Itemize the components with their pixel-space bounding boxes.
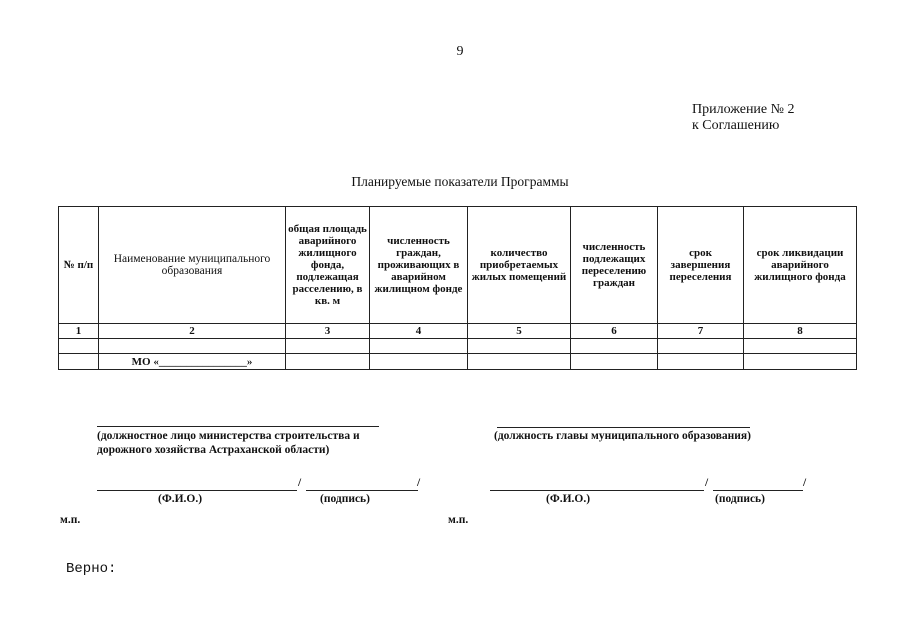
verno-label: Верно: [66,561,117,577]
column-number: 6 [571,324,658,339]
right-sign-caption: (подпись) [715,493,765,505]
table-cell [286,354,370,370]
left-position-line [97,426,379,427]
column-number: 7 [658,324,744,339]
column-number: 4 [370,324,468,339]
table-cell [59,339,99,354]
column-number: 5 [468,324,571,339]
column-number: 8 [744,324,857,339]
table-cell [658,354,744,370]
left-stamp: м.п. [60,514,81,526]
header-cell: численность подлежащих переселению граждан [571,207,658,324]
slash: / [705,477,709,489]
table-cell [468,339,571,354]
table-cell [744,354,857,370]
table-cell [59,354,99,370]
indicators-table [58,206,857,370]
table-cell [370,339,468,354]
table-cell [99,339,286,354]
left-position-caption: (должностное лицо министерства строительства и дорожного хозяйства Астраханской области) [97,430,360,456]
left-fio-line [97,490,297,491]
table-cell [744,339,857,354]
left-sign-caption: (подпись) [320,493,370,505]
header-cell: срок ликвидации аварийного жилищного фонда [744,207,857,324]
right-fio-line [490,490,704,491]
left-fio-caption: (Ф.И.О.) [158,493,203,505]
column-numbers-row [59,324,857,339]
right-position-caption: (должность главы муниципального образования) [494,430,751,442]
right-fio-caption: (Ф.И.О.) [546,493,591,505]
appendix-heading [692,102,795,134]
header-cell: численность граждан, проживающих в аварийном жилищном фонде [370,207,468,324]
right-stamp: м.п. [448,514,469,526]
slash: / [803,477,807,489]
column-number: 2 [99,324,286,339]
table-cell [468,354,571,370]
mo-name-cell: МО «________________» [99,354,286,370]
table-cell [286,339,370,354]
page-number: 9 [456,44,464,59]
header-cell: Наименование муниципального образования [99,207,286,324]
table-cell [658,339,744,354]
header-cell: срок завершения переселения [658,207,744,324]
column-number: 1 [59,324,99,339]
left-sign-line [306,490,418,491]
column-number: 3 [286,324,370,339]
header-cell: количество приобретаемых жилых помещений [468,207,571,324]
header-cell: общая площадь аварийного жилищного фонда, подлежащая расселению, в кв. м [286,207,370,324]
slash: / [298,477,302,489]
appendix-line-2: к Соглашению [692,118,780,133]
table-header-row [59,207,857,324]
table-row-mo [59,354,857,370]
table-cell [571,354,658,370]
table-cell [571,339,658,354]
header-cell: № п/п [59,207,99,324]
appendix-line-1: Приложение № 2 [692,102,795,117]
table-cell [370,354,468,370]
right-sign-line [713,490,803,491]
right-position-line [497,427,750,428]
table-row [59,339,857,354]
document-title: Планируемые показатели Программы [351,174,569,189]
slash: / [417,477,421,489]
